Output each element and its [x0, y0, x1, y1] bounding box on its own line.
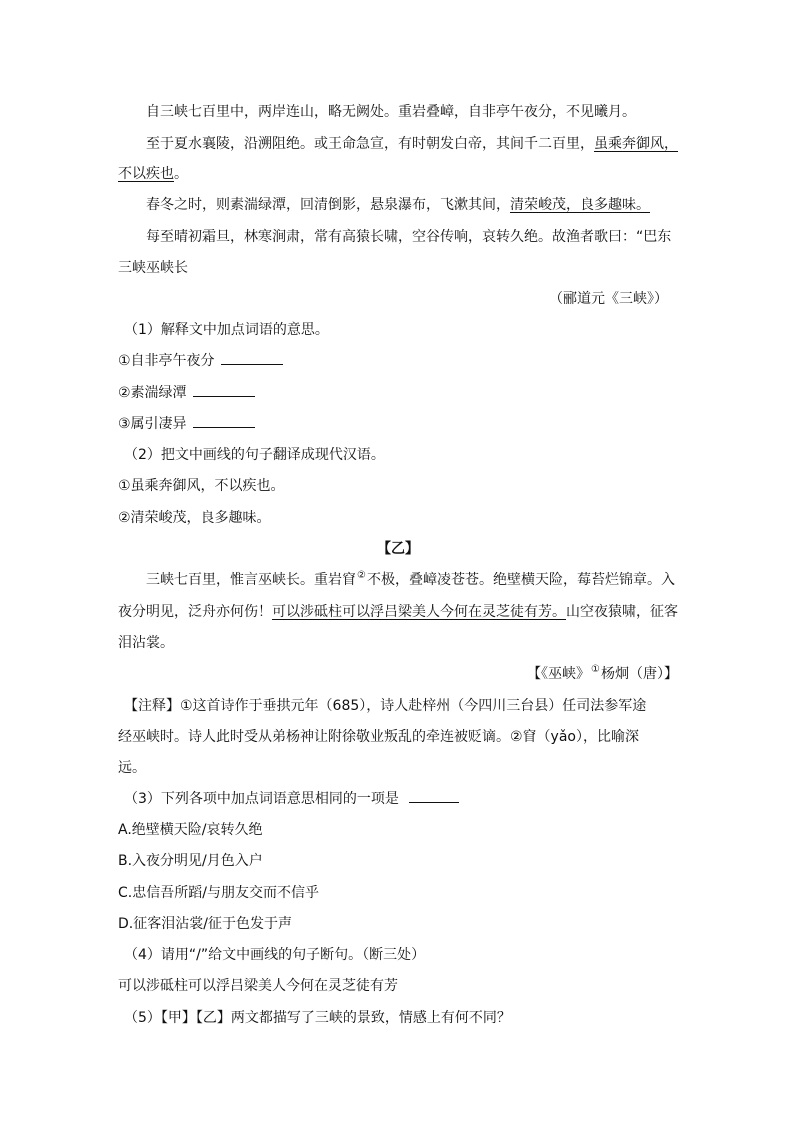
- question-4-text: 可以涉砥柱可以浮吕梁美人今何在灵芝徒有芳: [118, 978, 398, 994]
- question-1: （1）解释文中加点词语的意思。: [124, 322, 329, 338]
- yi-heading: 【乙】: [377, 541, 419, 557]
- yi-poem-line-3: 泪沾裳。: [118, 635, 174, 651]
- question-5: （5）【甲】【乙】两文都描写了三峡的景致，情感上有何不同？: [124, 1010, 511, 1026]
- yi-poem-line-1: 三峡七百里，惟言巫峡长。重岩窅②不极，叠嶂凌苍苍。绝壁横天险，莓苔烂锦章。入: [146, 570, 675, 588]
- question-2-item-2: ②清荣峻茂，良多趣味。: [118, 510, 271, 526]
- jia-paragraph-2-line-2: [118, 165, 188, 183]
- question-2: （2）把文中画线的句子翻译成现代汉语。: [124, 447, 385, 463]
- question-3: （3）下列各项中加点词语意思相同的一项是: [124, 790, 459, 808]
- notes-line-3: 远。: [118, 760, 146, 776]
- jia-p2-end: 。: [174, 166, 188, 182]
- jia-paragraph-2-line-1: [146, 135, 678, 153]
- jia-source: （郦道元《三峡》）: [549, 291, 668, 307]
- jia-p2-underlined-a: 虽乘奔御风，: [594, 136, 678, 152]
- answer-blank[interactable]: [221, 352, 283, 365]
- answer-blank[interactable]: [193, 415, 255, 428]
- yi-underlined-sentence: 可以涉砥柱可以浮吕梁美人今何在灵芝徒有芳。: [272, 604, 566, 620]
- question-1-item-2: ②素湍绿潭: [118, 384, 255, 402]
- answer-blank[interactable]: [193, 384, 255, 397]
- answer-blank[interactable]: [409, 790, 459, 803]
- question-3-option-c: C.忠信吾所蹈/与朋友交而不信乎: [118, 885, 319, 901]
- question-3-option-b: B.入夜分明见/月色入户: [118, 853, 263, 869]
- yi-source: 【《巫峡》①杨炯（唐）】: [527, 664, 678, 682]
- jia-p2-underlined-b: 不以疾也: [118, 166, 174, 182]
- question-1-item-3: ③属引凄异: [118, 415, 255, 433]
- jia-p3-text: 春冬之时，则素湍绿潭，回清倒影，悬泉瀑布，飞漱其间，: [146, 197, 510, 213]
- yi-poem-line-2: 夜分明见，泛舟亦何伤！可以涉砥柱可以浮吕梁美人今何在灵芝徒有芳。山空夜猿啸，征客: [118, 604, 678, 620]
- question-4: （4）请用“/”给文中画线的句子断句。（断三处）: [124, 947, 426, 963]
- question-1-item-1: ①自非亭午夜分: [118, 352, 283, 370]
- jia-paragraph-4-line-2: 三峡巫峡长: [118, 260, 188, 276]
- jia-paragraph-3: [146, 196, 650, 214]
- jia-paragraph-4-line-1: 每至晴初霜旦，林寒涧肃，常有高猿长啸，空谷传响，哀转久绝。故渔者歌曰：“巴东: [146, 229, 672, 245]
- question-2-item-1: ①虽乘奔御风，不以疾也。: [118, 478, 285, 494]
- footnote-marker: ①: [591, 664, 600, 675]
- question-3-option-a: A.绝壁横天险/哀转久绝: [118, 822, 263, 838]
- jia-p3-underlined: 清荣峻茂，良多趣味。: [510, 197, 650, 213]
- notes-line-2: 经巫峡时。诗人此时受从弟杨神让附徐敬业叛乱的牵连被贬谪。②窅（yǎo），比喻深: [118, 729, 639, 745]
- question-3-option-d: D.征客泪沾裳/征于色发于声: [118, 916, 292, 932]
- jia-p2-text: 至于夏水襄陵，沿溯阻绝。或王命急宣，有时朝发白帝，其间千二百里，: [146, 136, 594, 152]
- notes-line-1: 【注释】①这首诗作于垂拱元年（685），诗人赴梓州（今四川三台县）任司法参军途: [124, 698, 647, 714]
- footnote-marker: ②: [357, 570, 366, 581]
- jia-paragraph-1: 自三峡七百里中，两岸连山，略无阙处。重岩叠嶂，自非亭午夜分，不见曦月。: [146, 104, 636, 120]
